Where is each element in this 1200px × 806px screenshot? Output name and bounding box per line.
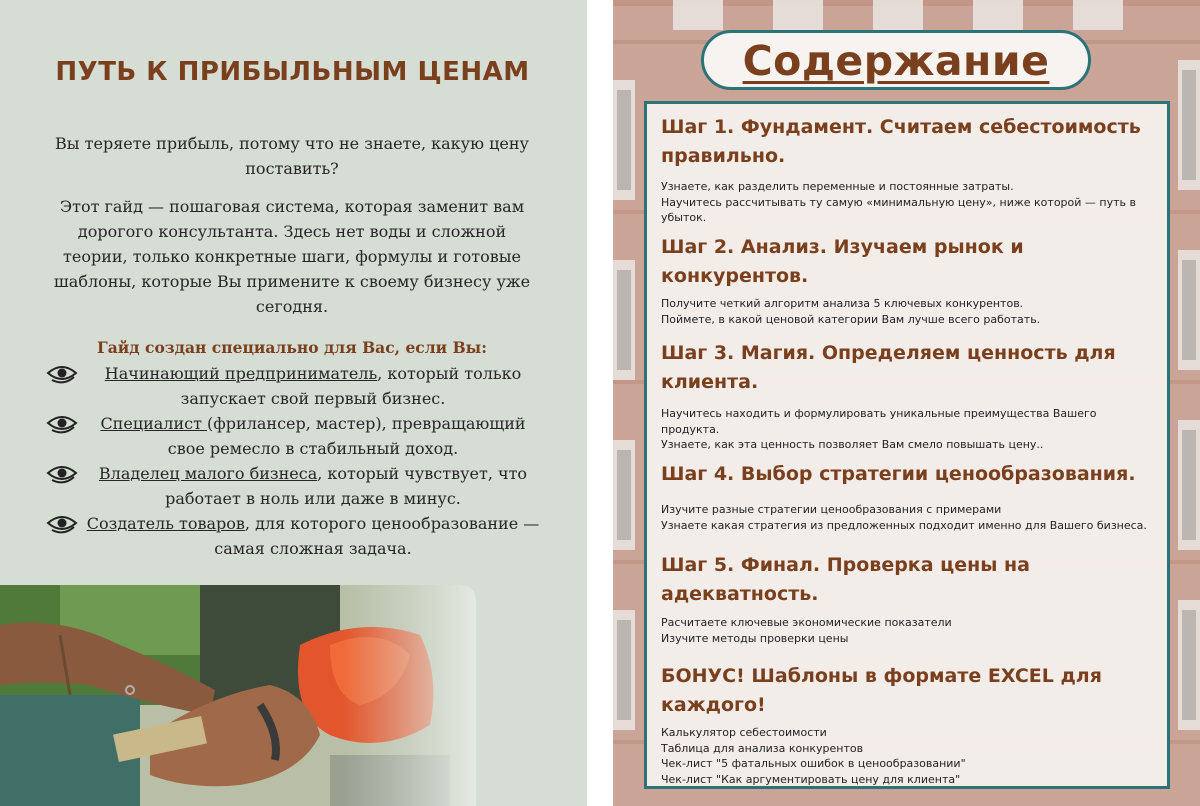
audience-list xyxy=(44,361,544,561)
contents-header xyxy=(701,30,1091,90)
bonus-heading: БОНУС! Шаблоны в формате EXCEL для каждого! xyxy=(661,665,1102,716)
eye-icon xyxy=(46,362,78,384)
intro-paragraph: Этот гайд — пошаговая система, которая заменит вам дорогого консультанта. Здесь нет воды и сложной теории, только конкретные шаги, формулы и готовые шаблоны, которые Вы примените к своему бизнесу уже сегодня. xyxy=(53,197,531,316)
audience-heading: Гайд создан специально для Вас, если Вы: xyxy=(97,338,487,357)
audience-item xyxy=(44,511,544,561)
step-heading: Шаг 5. Финал. Проверка цены на адекватность. xyxy=(661,554,1030,605)
audience-term: Создатель товаров xyxy=(86,514,245,533)
contents-title: Содержание xyxy=(742,37,1050,85)
right-page xyxy=(613,0,1200,806)
step-line: Получите четкий алгоритм анализа 5 ключевых конкурентов. xyxy=(661,297,1024,310)
audience-desc: , для которого ценообразование — самая сложная задача. xyxy=(214,514,540,558)
audience-desc: , который чувствует, что работает в ноль или даже в минус. xyxy=(165,464,528,508)
step-details xyxy=(661,406,1151,453)
lead-question: Вы теряете прибыль, потому что не знаете, какую цену поставить? xyxy=(55,134,529,178)
eye-icon xyxy=(46,512,78,534)
step-details xyxy=(661,296,1151,327)
step-heading: Шаг 1. Фундамент. Считаем себестоимость правильно. xyxy=(661,116,1141,167)
step-heading: Шаг 2. Анализ. Изучаем рынок и конкурентов. xyxy=(661,236,1024,287)
eye-icon xyxy=(46,462,78,484)
step-heading: Шаг 4. Выбор стратегии ценообразования. xyxy=(661,463,1136,485)
bonus-line: Чек-лист "5 фатальных ошибок в ценообразовании" xyxy=(661,757,966,770)
step-details xyxy=(661,615,1151,646)
audience-desc: (фрилансер, мастер), превращающий свое ремесло в стабильный доход. xyxy=(167,414,526,458)
bonus-line: Таблица для анализа конкурентов xyxy=(661,741,864,755)
step-line: Узнаете, как разделить переменные и постоянные затраты. xyxy=(661,180,1014,193)
step-line: Узнаете какая стратегия из предложенных подходит именно для Вашего бизнеса. xyxy=(661,518,1147,532)
audience-item xyxy=(44,461,544,511)
step-line: Поймете, в какой ценовой категории Вам лучше всего работать. xyxy=(661,312,1041,326)
audience-term: Специалист xyxy=(100,414,208,433)
bonus-line: Калькулятор себестоимости xyxy=(661,726,827,739)
audience-desc: , который только запускает свой первый бизнес. xyxy=(180,364,522,408)
step-line: Научитесь находить и формулировать уникальные преимущества Вашего продукта. xyxy=(661,407,1097,436)
step-line: Изучите методы проверки цены xyxy=(661,631,849,645)
audience-term: Владелец малого бизнеса xyxy=(98,464,318,483)
step-line: Изучите разные стратегии ценообразования с примерами xyxy=(661,503,1002,516)
step-line: Научитесь рассчитывать ту самую «минимальную цену», ниже которой — путь в убыток. xyxy=(661,195,1136,224)
bonus-details xyxy=(661,725,1151,787)
audience-term: Начинающий предприниматель xyxy=(104,364,378,383)
eye-icon xyxy=(46,412,78,434)
money-exchange-photo xyxy=(0,585,476,806)
audience-item xyxy=(44,411,544,461)
audience-item xyxy=(44,361,544,411)
step-line: Расчитаете ключевые экономические показатели xyxy=(661,616,952,629)
guide-title: ПУТЬ К ПРИБЫЛЬНЫМ ЦЕНАМ xyxy=(55,57,530,87)
bonus-line: Чек-лист "Как аргументировать цену для клиента" xyxy=(661,772,961,786)
left-page xyxy=(0,0,587,806)
step-line: Узнаете, как эта ценность позволяет Вам смело повышать цену.. xyxy=(661,438,1044,451)
step-details xyxy=(661,502,1151,533)
step-heading: Шаг 3. Магия. Определяем ценность для клиента. xyxy=(661,342,1116,393)
contents-list xyxy=(644,101,1170,789)
step-details xyxy=(661,179,1151,226)
